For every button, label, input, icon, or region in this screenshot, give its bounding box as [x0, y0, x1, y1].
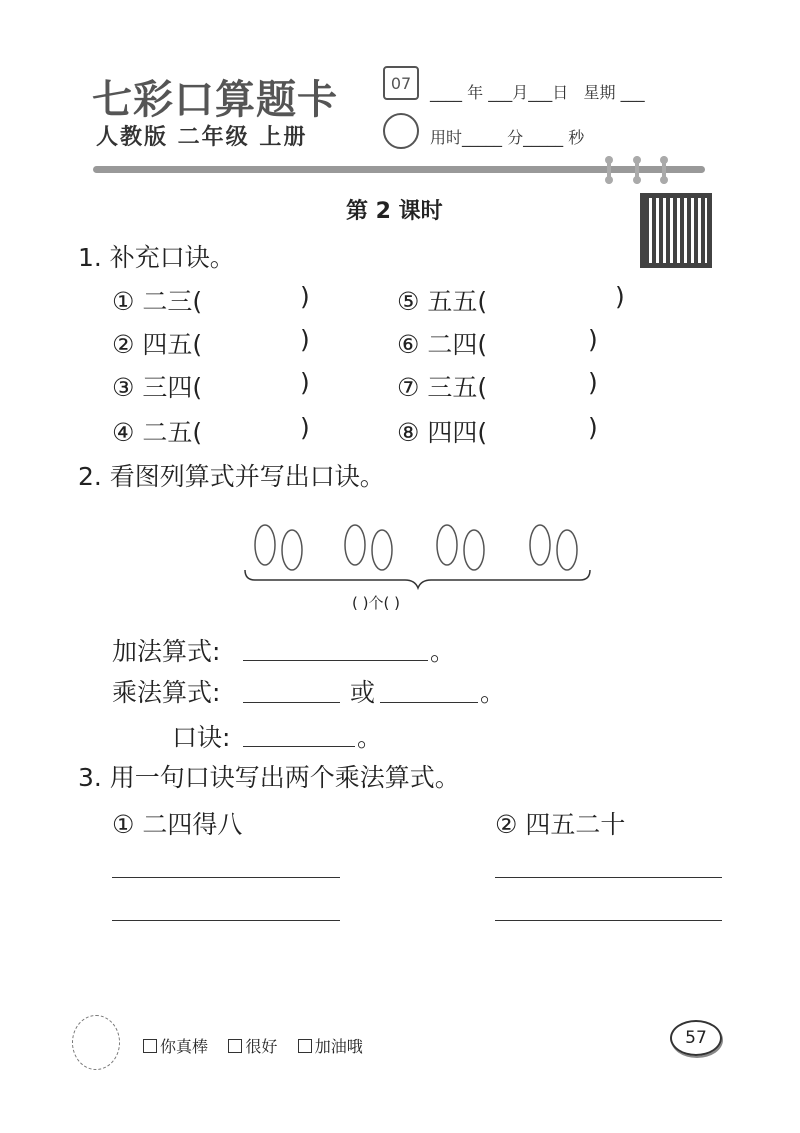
mul-label: 乘法算式: — [112, 678, 221, 707]
clock-icon — [383, 113, 419, 149]
item-text: 四四( — [427, 418, 488, 447]
add-answer-line[interactable] — [243, 660, 428, 661]
item-text: 二五( — [142, 418, 203, 447]
answer-line[interactable] — [495, 920, 722, 921]
period: 。 — [357, 723, 383, 752]
q3-item-2: ② 四五二十 — [495, 810, 626, 839]
header-divider — [93, 166, 705, 173]
mul-answer-line-2[interactable] — [380, 702, 478, 703]
date-fields: ____ 年 ___月___日 星期 ___ — [430, 83, 645, 102]
item-number: ⑥ — [397, 330, 420, 359]
checkbox[interactable] — [228, 1039, 242, 1053]
page-number: 57 — [670, 1020, 722, 1056]
q1-item — [112, 368, 202, 404]
mul-answer-line-1[interactable] — [243, 702, 340, 703]
q1-item — [112, 282, 202, 318]
rating-options — [143, 1034, 363, 1057]
item-text: 五五( — [427, 287, 488, 316]
q1-item — [112, 325, 202, 361]
answer-blank-close[interactable]: ) — [300, 325, 310, 354]
answer-blank-close[interactable]: ) — [588, 413, 598, 442]
rhyme-answer-line[interactable] — [243, 746, 355, 747]
divider-pin — [607, 156, 611, 184]
calendar-day: 07 — [390, 74, 412, 93]
lesson-title: 第 2 课时 — [346, 199, 443, 224]
item-number: ④ — [112, 418, 135, 447]
item-text: 三四( — [142, 373, 203, 402]
rabbit-group — [345, 525, 392, 570]
rabbits-illustration — [240, 500, 600, 590]
answer-blank-close[interactable]: ) — [300, 368, 310, 397]
answer-blank-close[interactable]: ) — [588, 368, 598, 397]
q1-item — [397, 368, 487, 404]
q2-title: 2. 看图列算式并写出口诀。 — [78, 462, 385, 491]
rhyme-label: 口诀: — [172, 723, 231, 752]
q1-title: 1. 补充口诀。 — [78, 243, 235, 272]
item-number: ⑦ — [397, 373, 420, 402]
rating-option[interactable]: 很好 — [228, 1037, 277, 1056]
item-number: ⑤ — [397, 287, 420, 316]
q3-title: 3. 用一句口诀写出两个乘法算式。 — [78, 763, 460, 792]
rabbit-group — [437, 525, 484, 570]
rating-option[interactable]: 加油哦 — [298, 1037, 363, 1056]
answer-line[interactable] — [112, 920, 340, 921]
add-label: 加法算式: — [112, 637, 221, 666]
checkbox[interactable] — [298, 1039, 312, 1053]
answer-line[interactable] — [112, 877, 340, 878]
q1-item — [397, 282, 487, 318]
time-fields: 用时_____ 分_____ 秒 — [430, 128, 585, 147]
or-label: 或 — [350, 678, 376, 707]
brace-label: ( )个( ) — [352, 594, 400, 612]
brace — [245, 570, 590, 588]
period: 。 — [480, 678, 506, 707]
answer-blank-close[interactable]: ) — [588, 325, 598, 354]
item-text: 二三( — [142, 287, 203, 316]
q1-item — [112, 413, 202, 449]
rabbit-group — [255, 525, 302, 570]
period: 。 — [430, 637, 456, 666]
item-number: ⑧ — [397, 418, 420, 447]
item-number: ③ — [112, 373, 135, 402]
app-title: 七彩口算题卡 — [92, 76, 338, 123]
divider-pin — [635, 156, 639, 184]
mascot-icon — [72, 1015, 120, 1070]
q1-item — [397, 325, 487, 361]
qr-code-icon — [640, 193, 712, 268]
item-text: 三五( — [427, 373, 488, 402]
calendar-icon — [383, 66, 419, 100]
q1-item — [397, 413, 487, 449]
divider-pin — [662, 156, 666, 184]
q3-item-1: ① 二四得八 — [112, 810, 243, 839]
item-text: 四五( — [142, 330, 203, 359]
item-text: 二四( — [427, 330, 488, 359]
answer-blank-close[interactable]: ) — [300, 282, 310, 311]
item-number: ① — [112, 287, 135, 316]
item-number: ② — [112, 330, 135, 359]
answer-blank-close[interactable]: ) — [615, 282, 625, 311]
answer-line[interactable] — [495, 877, 722, 878]
checkbox[interactable] — [143, 1039, 157, 1053]
answer-blank-close[interactable]: ) — [300, 413, 310, 442]
rabbit-group — [530, 525, 577, 570]
rating-option[interactable]: 你真棒 — [143, 1037, 208, 1056]
edition: 人教版 二年级 上册 — [96, 125, 308, 150]
